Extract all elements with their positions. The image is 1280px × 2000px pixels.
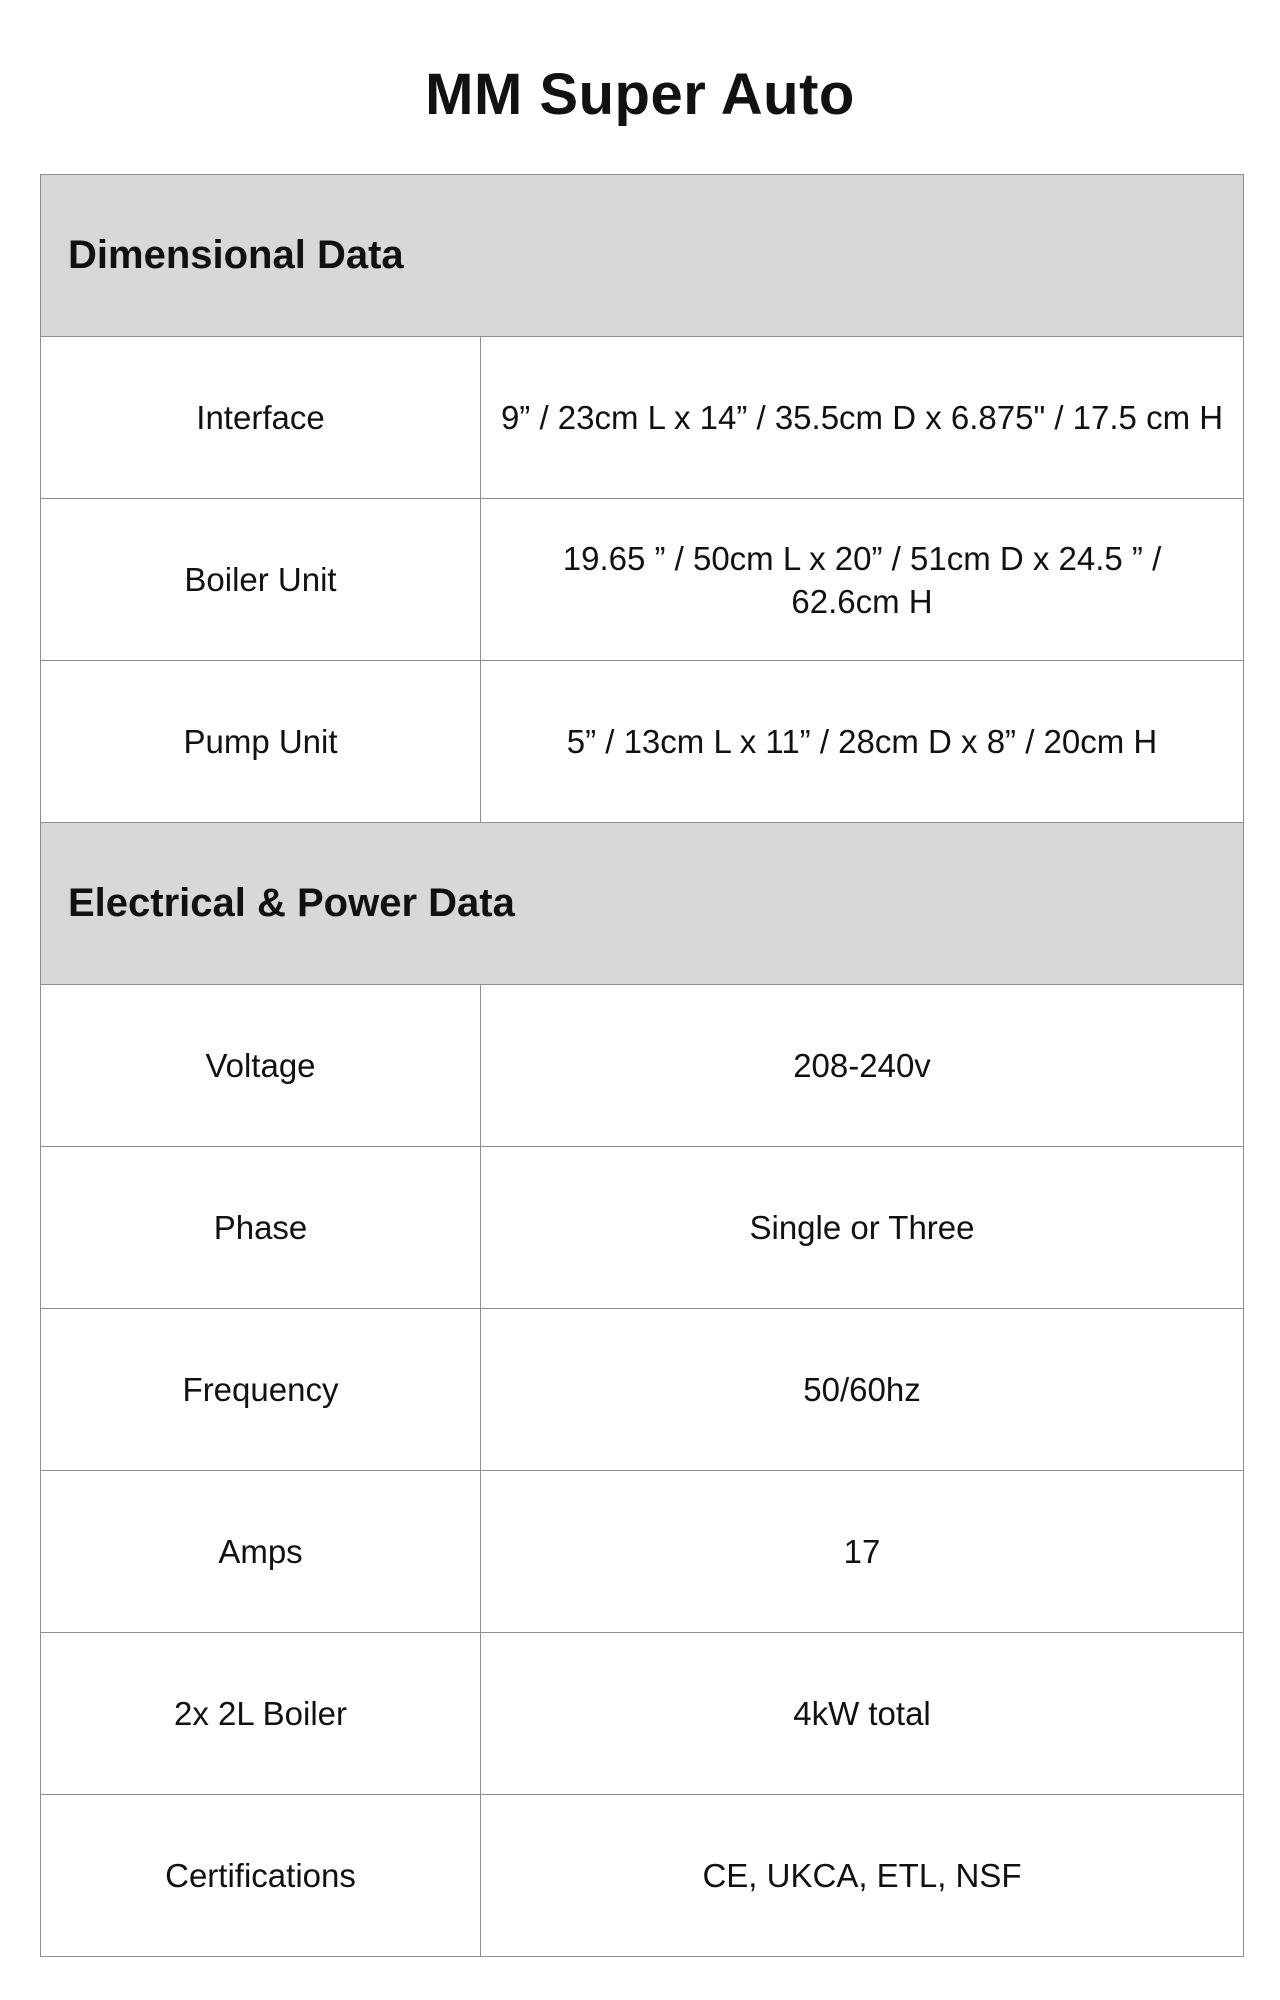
spec-label-interface: Interface	[41, 337, 481, 499]
table-row	[41, 1471, 1244, 1633]
spec-label-boiler: 2x 2L Boiler	[41, 1633, 481, 1795]
spec-label-amps: Amps	[41, 1471, 481, 1633]
spec-label-boiler-unit: Boiler Unit	[41, 499, 481, 661]
spec-value-phase: Single or Three	[481, 1147, 1244, 1309]
section-header-row	[41, 823, 1244, 985]
spec-value-pump-unit: 5” / 13cm L x 11” / 28cm D x 8” / 20cm H	[481, 661, 1244, 823]
spec-value-frequency: 50/60hz	[481, 1309, 1244, 1471]
spec-label-phase: Phase	[41, 1147, 481, 1309]
table-row	[41, 337, 1244, 499]
spec-value-certifications: CE, UKCA, ETL, NSF	[481, 1795, 1244, 1957]
spec-value-boiler-unit: 19.65 ” / 50cm L x 20” / 51cm D x 24.5 ” / 62.6cm H	[481, 499, 1244, 661]
page-title: MM Super Auto	[425, 62, 855, 127]
spec-label-voltage: Voltage	[41, 985, 481, 1147]
table-row	[41, 985, 1244, 1147]
table-row	[41, 1795, 1244, 1957]
spec-table	[40, 174, 1244, 1957]
table-row	[41, 1633, 1244, 1795]
section-heading-dimensional-data: Dimensional Data	[41, 175, 1244, 337]
table-row	[41, 1147, 1244, 1309]
spec-label-frequency: Frequency	[41, 1309, 481, 1471]
spec-value-interface: 9” / 23cm L x 14” / 35.5cm D x 6.875" / 17.5 cm H	[481, 337, 1244, 499]
table-row	[41, 661, 1244, 823]
table-row	[41, 499, 1244, 661]
section-heading-electrical-power-data: Electrical & Power Data	[41, 823, 1244, 985]
spec-label-pump-unit: Pump Unit	[41, 661, 481, 823]
section-header-row	[41, 175, 1244, 337]
spec-value-boiler: 4kW total	[481, 1633, 1244, 1795]
spec-label-certifications: Certifications	[41, 1795, 481, 1957]
table-row	[41, 1309, 1244, 1471]
spec-value-voltage: 208-240v	[481, 985, 1244, 1147]
spec-value-amps: 17	[481, 1471, 1244, 1633]
